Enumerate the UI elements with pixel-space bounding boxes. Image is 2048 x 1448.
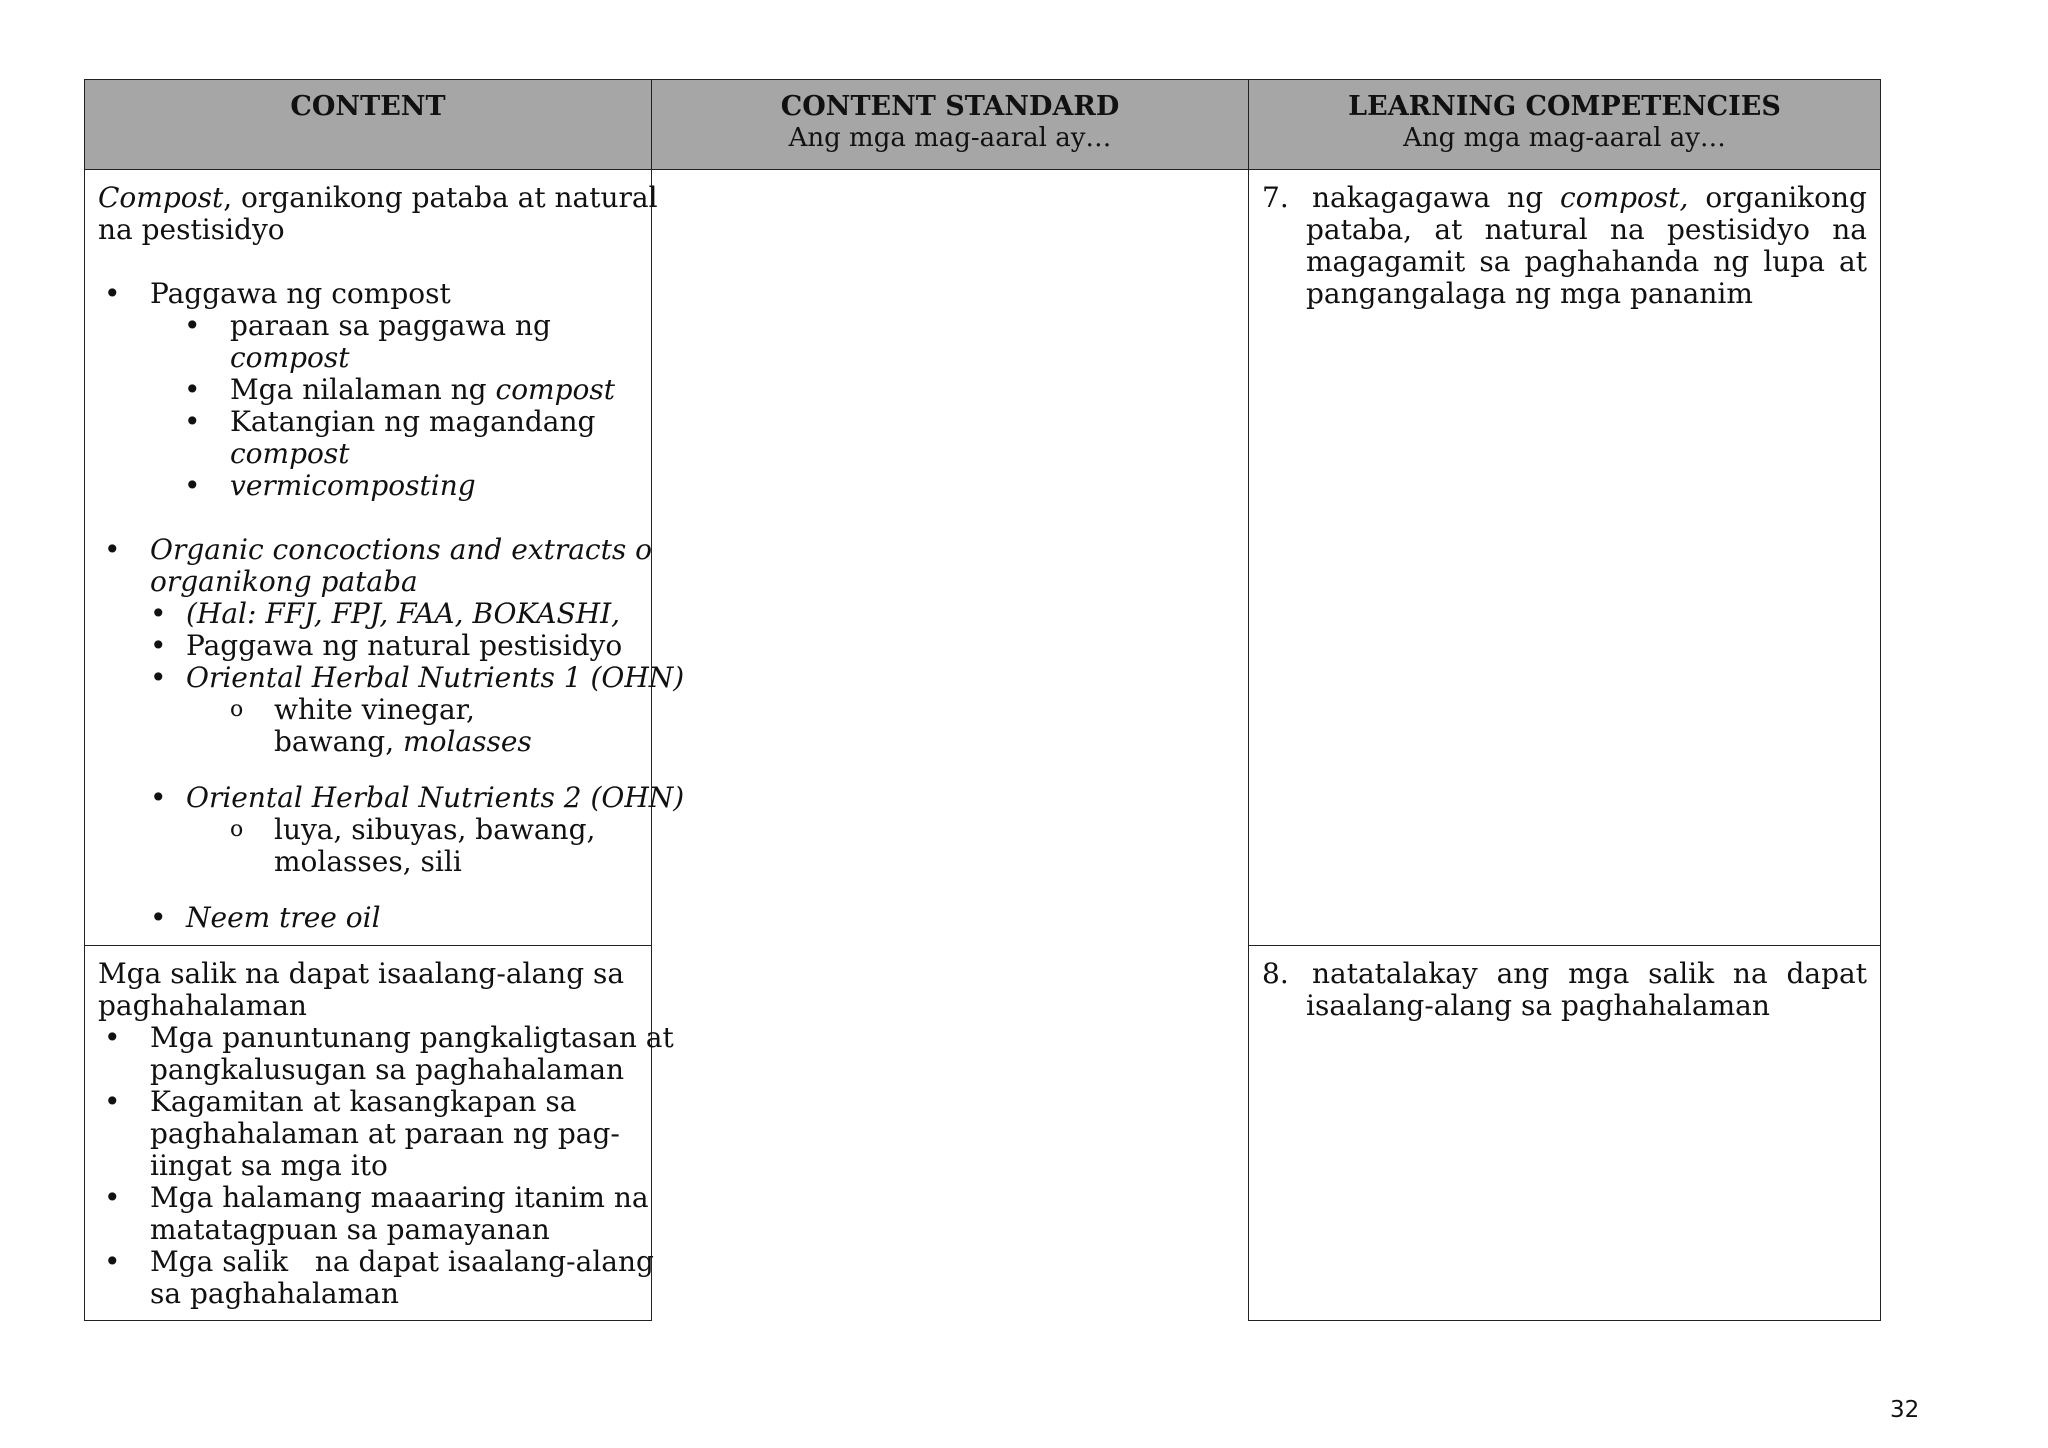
list-subitem: (Hal: FFJ, FPJ, FAA, BOKASHI,: [186, 597, 621, 630]
header-content: [84, 79, 652, 170]
bullet-icon: •: [104, 277, 121, 310]
header-learning-competencies-title: LEARNING COMPETENCIES: [1348, 91, 1781, 122]
list-subitem-text: Mga nilalaman ng: [230, 373, 496, 406]
competency-8-number: 8.: [1262, 957, 1289, 990]
header-content-standard-title: CONTENT STANDARD: [780, 91, 1120, 122]
list-subitem: Katangian ng magandang: [230, 405, 596, 438]
list-item-cont: sa paghahalaman: [150, 1277, 399, 1310]
bullet-icon: •: [150, 597, 167, 630]
bullet-icon: •: [184, 469, 201, 502]
list-item-paggawa-compost: Paggawa ng compost: [150, 277, 451, 310]
bullet-icon: •: [104, 1085, 121, 1118]
competency-7-line3: magagamit sa paghahanda ng lupa at: [1306, 245, 1867, 278]
bullet-icon: •: [150, 781, 167, 814]
header-content-standard: [651, 79, 1249, 170]
list-item: Mga salik na dapat isaalang-alang: [150, 1245, 654, 1278]
list-subitem: [230, 374, 615, 406]
bullet-icon: •: [104, 1021, 121, 1054]
list-item: Kagamitan at kasangkapan sa: [150, 1085, 577, 1118]
bullet-icon: •: [104, 1245, 121, 1278]
bullet-icon: •: [150, 629, 167, 662]
competency-7-word: organikong: [1705, 181, 1867, 214]
list-item-cont: pangkalusugan sa paghahalaman: [150, 1053, 625, 1086]
header-content-title: CONTENT: [290, 91, 446, 122]
list-subsubitem: luya, sibuyas, bawang,: [274, 813, 596, 846]
circle-bullet-icon: o: [230, 697, 244, 722]
bullet-icon: •: [104, 1181, 121, 1214]
list-subitem: Oriental Herbal Nutrients 1 (OHN): [186, 661, 685, 694]
bullet-icon: •: [150, 901, 167, 934]
header-learning-competencies-subtitle: Ang mga mag-aaral ay…: [1403, 123, 1726, 153]
row1-intro-emphasis: Compost: [98, 181, 224, 214]
bullet-icon: •: [184, 405, 201, 438]
bullet-icon: •: [150, 661, 167, 694]
row1-intro-rest: , organikong pataba at natural: [223, 181, 658, 214]
list-subitem-emphasis: compost: [495, 373, 616, 406]
competency-7-word: ng: [1507, 181, 1544, 214]
bullet-icon: •: [104, 533, 121, 566]
competency-7-word-emphasis: compost,: [1560, 181, 1689, 214]
list-item-cont: organikong pataba: [150, 565, 418, 598]
page-number: 32: [1890, 1397, 1920, 1423]
list-item-cont: iingat sa mga ito: [150, 1149, 388, 1182]
list-subitem: vermicomposting: [230, 469, 476, 502]
competency-8-line1: natatalakay ang mga salik na dapat: [1312, 957, 1867, 990]
header-learning-competencies: [1248, 79, 1881, 170]
circle-bullet-icon: o: [230, 817, 244, 842]
competency-7-line4: pangangalaga ng mga pananim: [1306, 277, 1753, 310]
row1-intro-line2: na pestisidyo: [98, 213, 285, 246]
list-subsubitem-text: bawang,: [274, 725, 404, 758]
list-item: Mga panuntunang pangkaligtasan at: [150, 1021, 674, 1054]
header-content-standard-subtitle: Ang mga mag-aaral ay…: [788, 123, 1112, 153]
list-item-cont: paghahalaman at paraan ng pag-: [150, 1117, 620, 1150]
list-item-organic-concoctions: Organic concoctions and extracts o: [150, 533, 652, 566]
list-subitem: Neem tree oil: [186, 901, 381, 934]
competency-8-line2: isaalang-alang sa paghahalaman: [1306, 989, 1770, 1022]
competency-7-line2: pataba, at natural na pestisidyo na: [1306, 213, 1867, 246]
content-standard-cell: [651, 169, 1249, 1321]
list-subitem: Oriental Herbal Nutrients 2 (OHN): [186, 781, 685, 814]
competency-7-line1: [1312, 182, 1867, 214]
list-item: Mga halamang maaaring itanim na: [150, 1181, 649, 1214]
list-subsubitem-emphasis: molasses: [403, 725, 532, 758]
list-item-cont: matatagpuan sa pamayanan: [150, 1213, 550, 1246]
list-subsubitem: white vinegar,: [274, 693, 475, 726]
list-subsubitem-cont: molasses, sili: [274, 845, 462, 878]
list-subitem-cont: compost: [230, 341, 350, 374]
list-subitem: Paggawa ng natural pestisidyo: [186, 629, 623, 662]
row2-title-line1: Mga salik na dapat isaalang-alang sa: [98, 957, 625, 990]
list-subitem: paraan sa paggawa ng: [230, 309, 551, 342]
competency-7-word: nakagagawa: [1312, 181, 1491, 214]
bullet-icon: •: [184, 373, 201, 406]
bullet-icon: •: [184, 309, 201, 342]
list-subsubitem-cont: [274, 726, 532, 758]
list-subitem-cont: compost: [230, 437, 350, 470]
competency-7-number: 7.: [1262, 181, 1289, 214]
row1-intro-line1: [98, 182, 658, 214]
row2-title-line2: paghahalaman: [98, 989, 307, 1022]
